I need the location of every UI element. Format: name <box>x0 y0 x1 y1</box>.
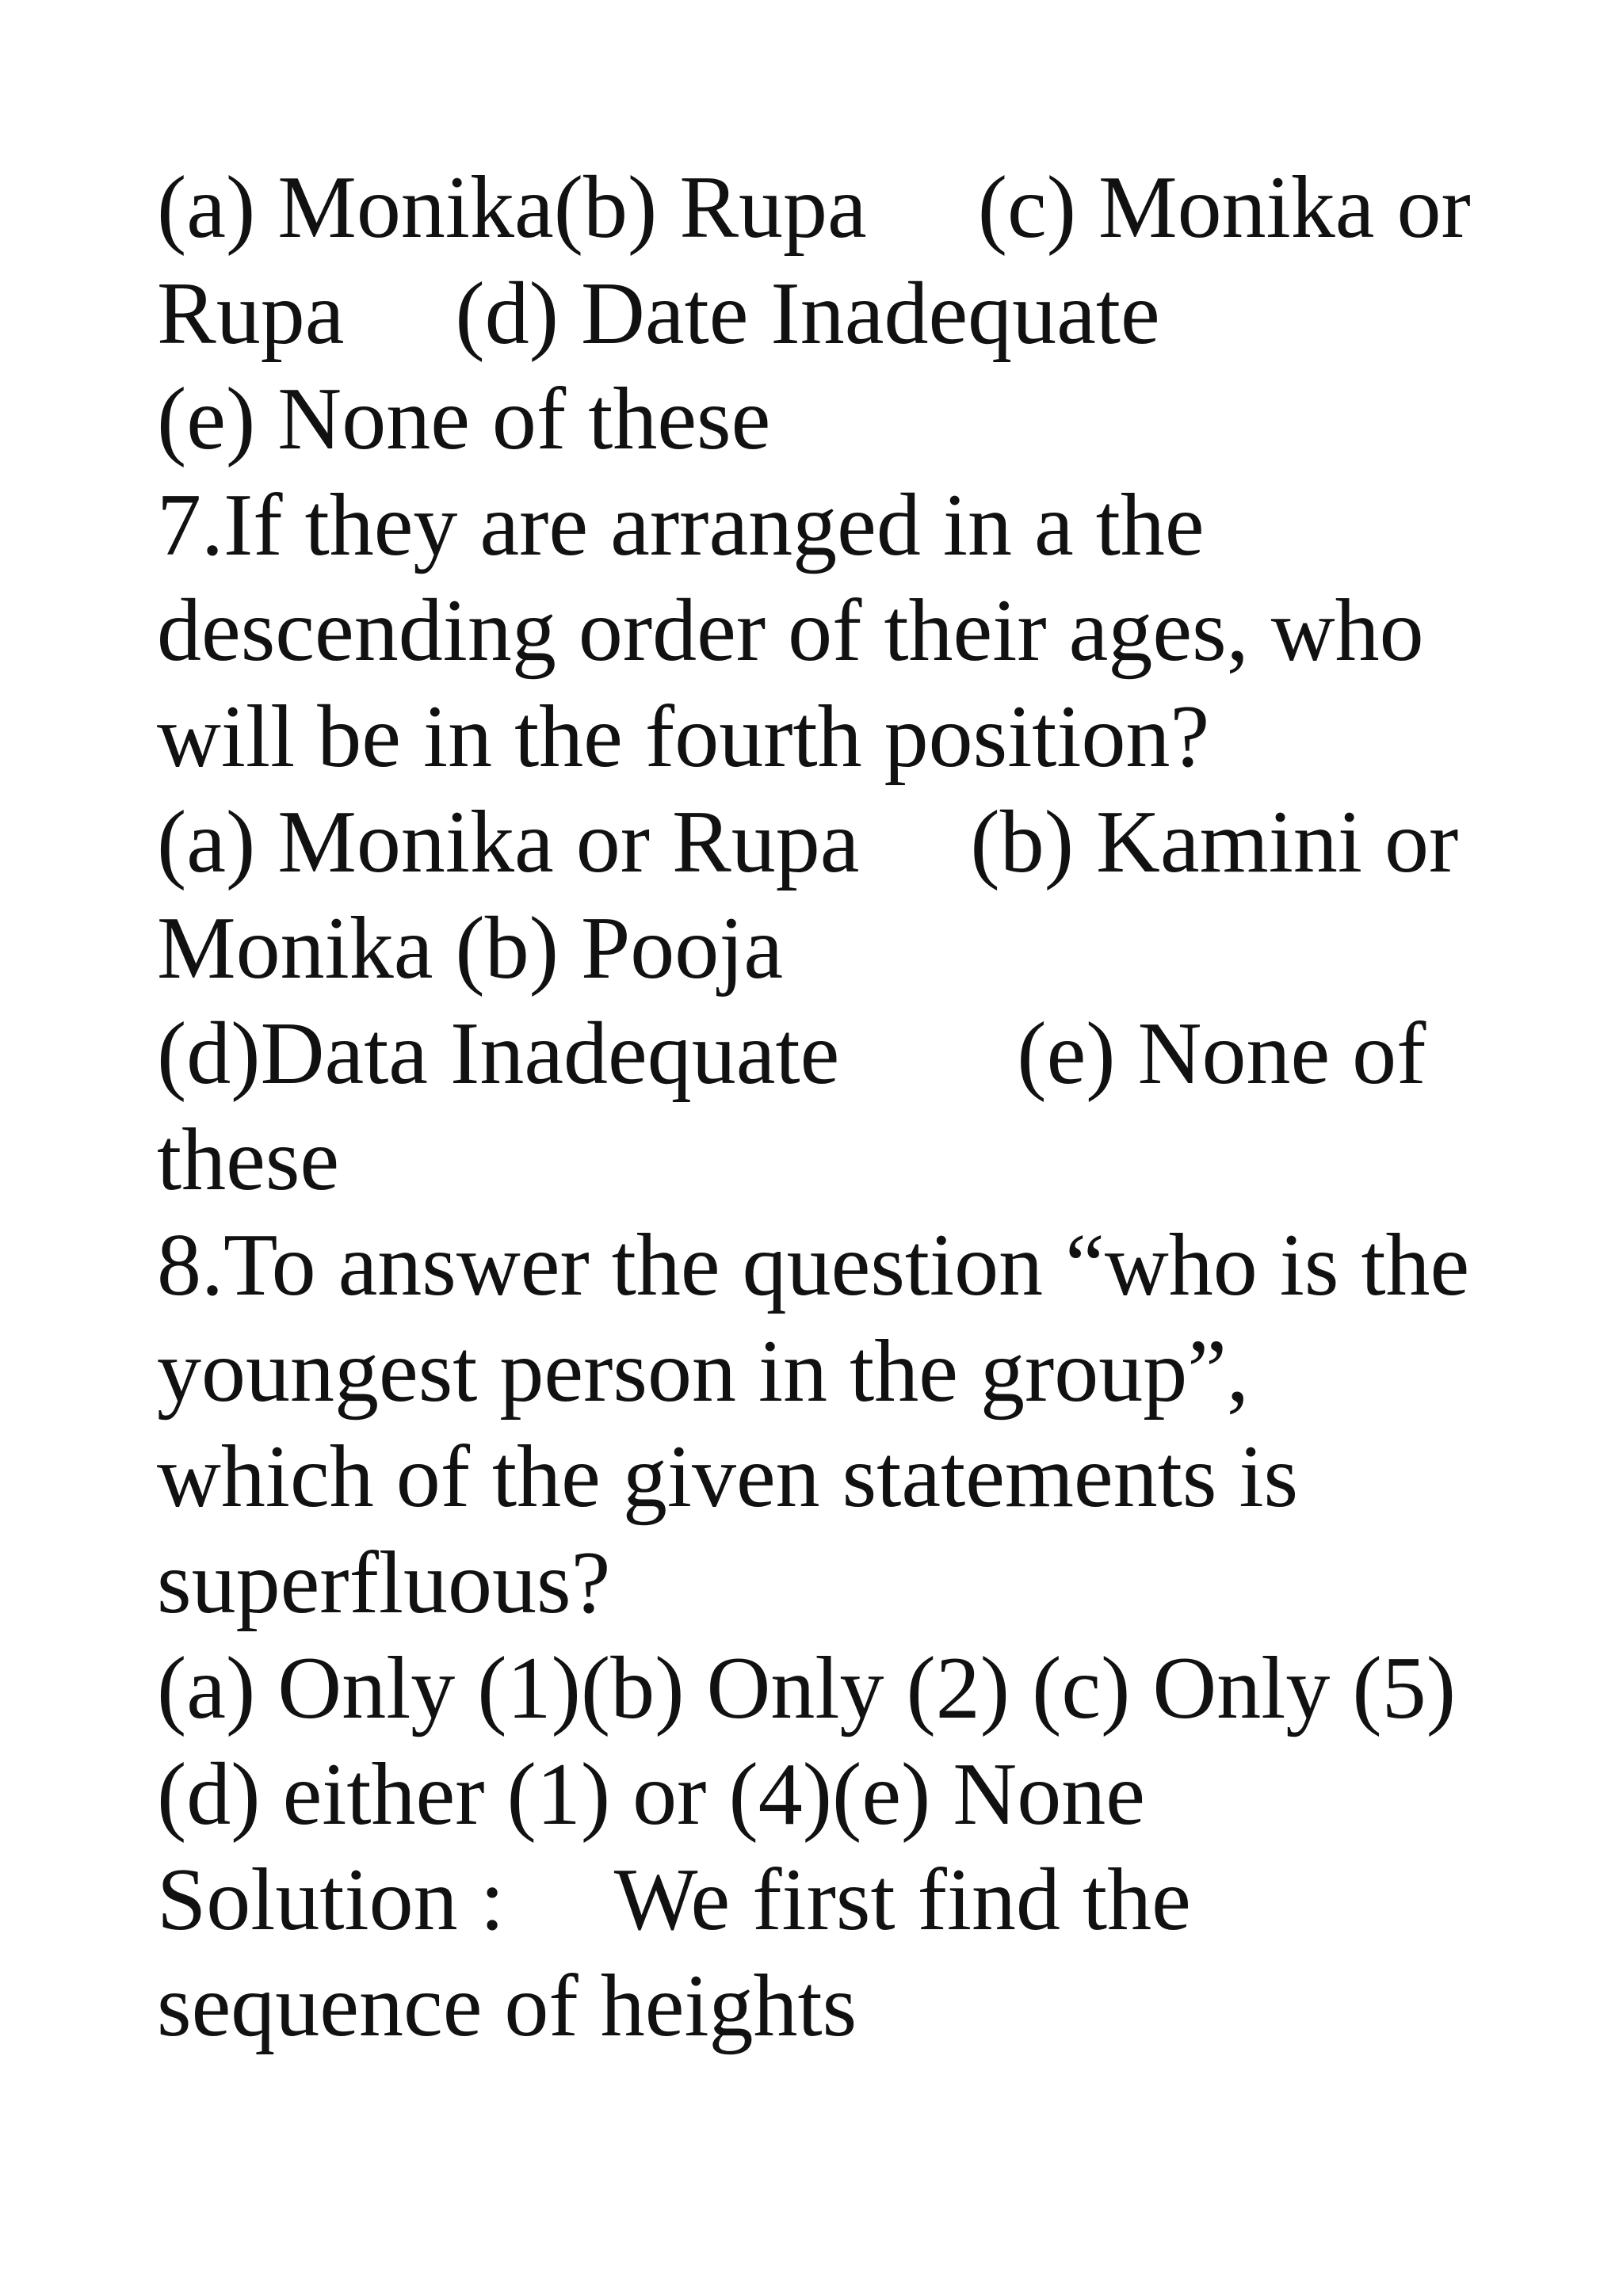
q7-question-line-2: descending order of their ages, who <box>157 582 1424 680</box>
q8-question-line-1: 8.To answer the question “who is the <box>157 1216 1470 1314</box>
q8-options-line-2: (d) either (1) or (4)(e) None <box>157 1745 1145 1844</box>
q7-options-line-3: (d)Data Inadequate (e) None of <box>157 1005 1426 1103</box>
q8-question-line-2: youngest person in the group”, <box>157 1322 1249 1421</box>
q7-options-line-4: these <box>157 1110 340 1209</box>
solution-line-1: Solution : We first find the <box>157 1851 1191 1949</box>
document-text <box>157 155 1552 2059</box>
q7-options-line-1: (a) Monika or Rupa (b) Kamini or <box>157 793 1459 891</box>
q8-question-line-4: superfluous? <box>157 1533 611 1632</box>
q6-options-line-2: Rupa (d) Date Inadequate <box>157 264 1160 363</box>
q8-options-line-1: (a) Only (1)(b) Only (2) (c) Only (5) <box>157 1639 1456 1737</box>
solution-line-2: sequence of heights <box>157 1956 857 2055</box>
q7-question-line-3: will be in the fourth position? <box>157 687 1210 786</box>
q6-options-line-3: (e) None of these <box>157 370 771 468</box>
q7-question-line-1: 7.If they are arranged in a the <box>157 475 1205 574</box>
q8-question-line-3: which of the given statements is <box>157 1428 1299 1526</box>
q7-options-line-2: Monika (b) Pooja <box>157 898 784 997</box>
q6-options-line-1: (a) Monika(b) Rupa (c) Monika or <box>157 158 1471 257</box>
